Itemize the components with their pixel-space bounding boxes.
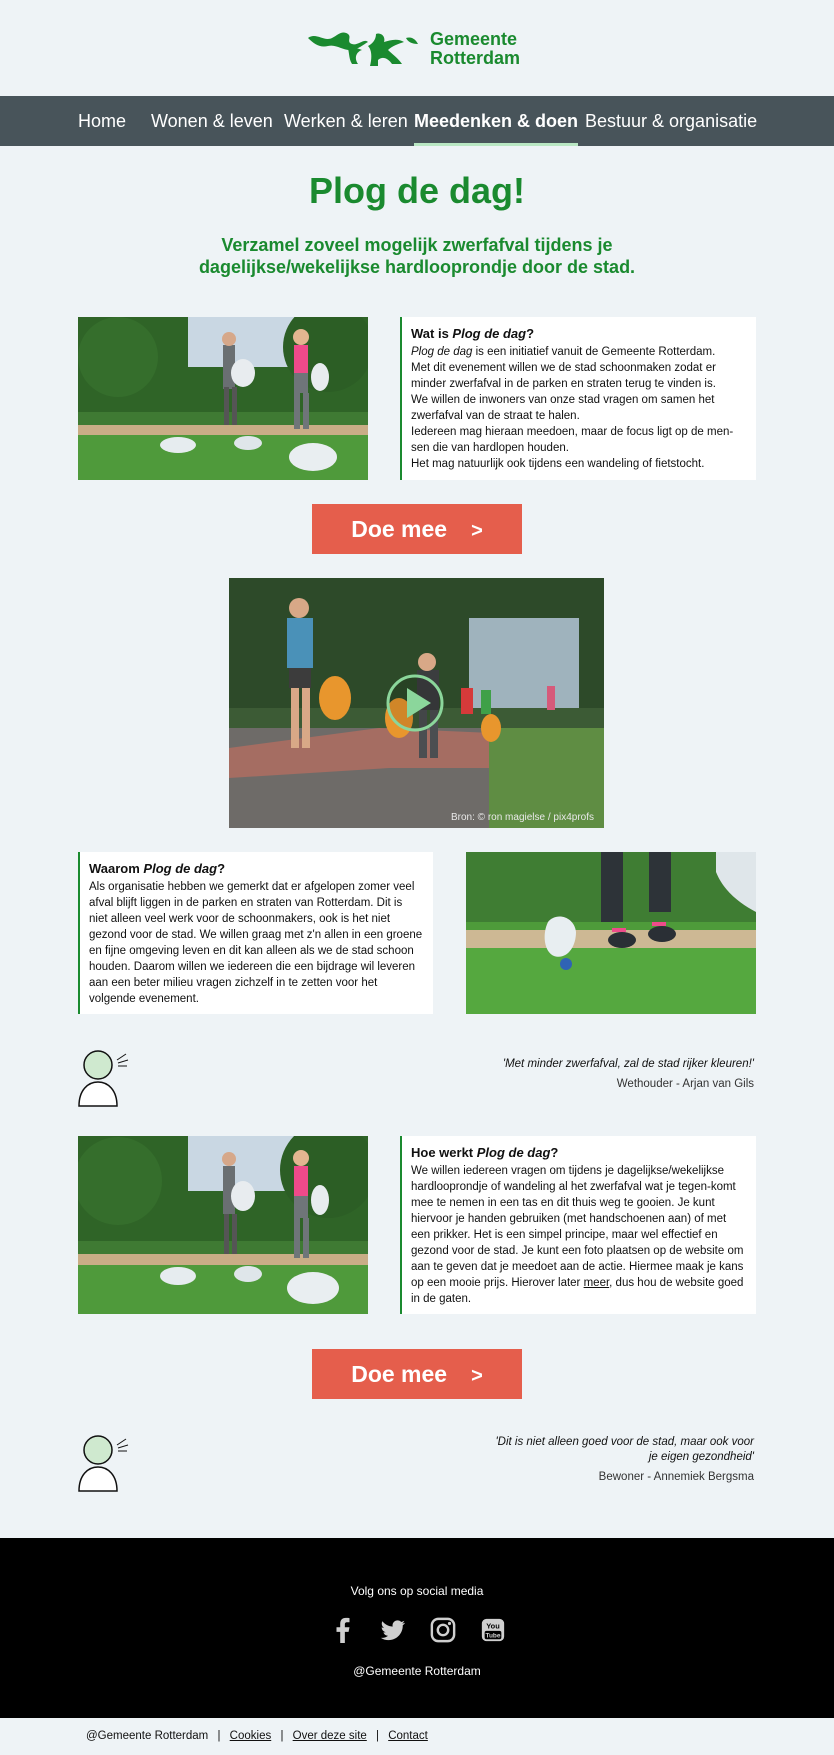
paragraph-4: Iedereen mag hieraan meedoen, maar de focus ligt op de men-sen die van hardlopen houden. (411, 426, 734, 454)
nav-item-home[interactable]: Home (78, 111, 127, 131)
avatar-2 (78, 1433, 130, 1498)
heading-emphasis: Plog de dag (143, 861, 218, 876)
heading-suffix: ? (550, 1145, 559, 1160)
rotterdam-lion-logo-icon (306, 28, 420, 70)
main-nav (0, 96, 834, 146)
footer-handle: @Gemeente Rotterdam (353, 1664, 481, 1678)
heading-emphasis: Plog de dag (476, 1145, 551, 1160)
quote-text-line2: je eigen gezondheid' (648, 1451, 754, 1463)
contact-link[interactable]: Contact (388, 1730, 428, 1742)
doe-mee-label: Doe mee (351, 516, 448, 542)
paragraph-3: We willen de inwoners van onze stad vragen om samen het zwerfafval van de straat te halen. (411, 394, 715, 422)
heading-prefix: Waarom (89, 861, 144, 876)
heading-emphasis: Plog de dag (452, 326, 527, 341)
person-speaking-icon (78, 1048, 130, 1108)
bottom-bar (0, 1718, 834, 1755)
heading-suffix: ? (526, 326, 535, 341)
info-box-wat-is (400, 317, 756, 480)
svg-text:You: You (486, 1621, 500, 1631)
footer-title: Volg ons op social media (350, 1584, 484, 1598)
video-caption: Bron: © ron magielse / pix4profs (451, 812, 594, 823)
social-links (318, 1616, 518, 1644)
info-box-waarom (78, 852, 433, 1014)
bottom-bar-row (86, 1730, 428, 1742)
meer-link[interactable]: meer (583, 1277, 610, 1289)
doe-mee-label: Doe mee (351, 1361, 448, 1387)
heading-suffix: ? (217, 861, 226, 876)
plogging-runners-photo (78, 317, 368, 480)
paragraph-2: Met dit evenement willen we de stad schoonmaken zodat er minder zwerfafval in de parken en straten terug te vinden is. (411, 362, 716, 390)
quote-text-line1: 'Dit is niet alleen goed voor de stad, maar ook voor (495, 1436, 754, 1448)
quote-author: Bewoner - Annemiek Bergsma (598, 1471, 754, 1483)
facebook-icon[interactable] (330, 1616, 356, 1644)
quote-bewoner (354, 1435, 754, 1483)
hoe-werkt-text: We willen iedereen vragen om tijdens je dagelijkse/wekelijkse hardlooprondje of wandeling al het zwerfafval wat je tegen-komt mee te nemen in een tas en dit thuis weg te gooien. Je kunt hiervoor je handen gebruiken (met handschoenen aan) of met een prikker. Het is een simpel principe, maar wel effectief en gezond voor de stad. Je kunt een foto plaatsen op de website om aan te geven dat je meedoet aan de actie. Hiermee maak je kans op een mooie prijs. Hierover later (411, 1165, 744, 1289)
paragraph-5: Het mag natuurlijk ook tijdens een wandeling of fietstocht. (411, 458, 705, 470)
section-heading-hoe-werkt (411, 1144, 746, 1161)
separator: | (376, 1730, 379, 1742)
paragraph-1-emphasis: Plog de dag (411, 346, 473, 358)
heading-prefix: Wat is (411, 326, 453, 341)
subtitle-line1: Verzamel zoveel mogelijk zwerfafval tijdens je (221, 235, 613, 255)
copyright-text: @Gemeente Rotterdam (86, 1730, 209, 1742)
doe-mee-button-2[interactable] (312, 1349, 522, 1399)
instagram-icon[interactable] (430, 1616, 456, 1644)
info-box-hoe-werkt (400, 1136, 756, 1314)
svg-text:Tube: Tube (485, 1632, 501, 1640)
video-player[interactable] (229, 578, 604, 828)
nav-item-meedenken-doen[interactable]: Meedenken & doen (414, 96, 578, 146)
nav-item-bestuur-organisatie[interactable]: Bestuur & organisatie (585, 111, 758, 131)
nav-item-wonen-leven[interactable]: Wonen & leven (151, 111, 273, 131)
youtube-icon[interactable] (480, 1616, 506, 1644)
arrow-right-icon: > (471, 520, 483, 542)
hoe-werkt-text-end: , dus hou de website goed in de gaten. (411, 1277, 744, 1305)
nav-item-werken-leren[interactable]: Werken & leren (284, 111, 408, 131)
paragraph-1 (411, 344, 746, 360)
separator: | (217, 1730, 221, 1742)
doe-mee-button[interactable] (312, 504, 522, 554)
heading-prefix: Hoe werkt (411, 1145, 477, 1160)
logo-line2: Rotterdam (430, 48, 521, 68)
separator: | (280, 1730, 284, 1742)
logo-line1: Gemeente (430, 29, 518, 49)
hoe-werkt-body (411, 1163, 746, 1307)
page-title: Plog de dag! (309, 170, 525, 211)
quote-author: Wethouder - Arjan van Gils (616, 1078, 754, 1090)
twitter-icon[interactable] (380, 1616, 406, 1644)
over-deze-site-link[interactable]: Over deze site (292, 1730, 367, 1742)
site-header (0, 0, 834, 96)
logo-wordmark (430, 30, 520, 68)
litter-pickup-photo (466, 852, 756, 1014)
paragraph-1-text: is een initiatief vanuit de Gemeente Rotterdam. (472, 346, 716, 358)
cookies-link[interactable]: Cookies (229, 1730, 272, 1742)
section-heading-wat-is (411, 325, 746, 342)
site-logo[interactable] (306, 28, 520, 70)
section-heading-waarom (89, 860, 423, 877)
quote-wethouder (354, 1057, 754, 1090)
waarom-body: Als organisatie hebben we gemerkt dat er afgelopen zomer veel afval blijft liggen in de parken en straten van Rotterdam. Dit is niet alleen veel werk voor de schoonmakers, ook is het niet gezond voor de stad. We willen graag met z'n allen in een groene en fijne omgeving leven en dit kan alleen als we de stad schoon houden. Daarom willen we iedereen die een bijdrage wil leveren aan een beter milieu vragen zichzelf in te zetten voor het volgende evenement. (89, 881, 423, 1005)
subtitle-line2: dagelijkse/wekelijkse hardlooprondje door de stad. (198, 257, 636, 277)
quote-text: 'Met minder zwerfafval, zal de stad rijker kleuren!' (502, 1058, 754, 1070)
page-subtitle (0, 234, 834, 278)
plogging-runners-photo-2 (78, 1136, 368, 1314)
site-footer (0, 1538, 834, 1718)
play-icon[interactable] (385, 673, 445, 733)
person-speaking-icon (78, 1433, 130, 1493)
arrow-right-icon: > (471, 1365, 483, 1387)
avatar (78, 1048, 130, 1113)
